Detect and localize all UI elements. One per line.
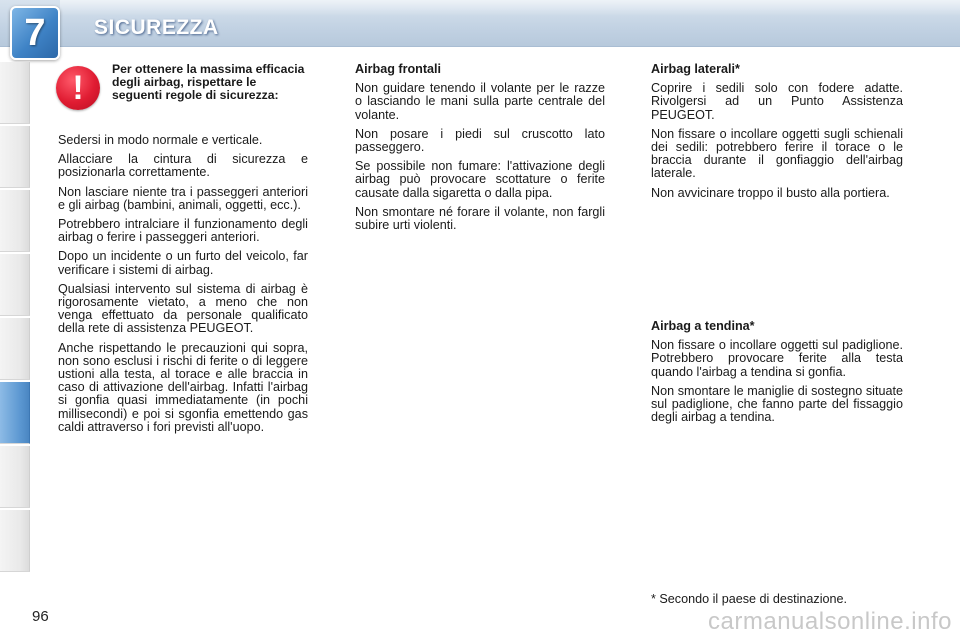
chapter-tab-7-active[interactable] (0, 382, 30, 444)
rule-paragraph: Non smontare le maniglie di sostegno situate sul padiglione, che fanno parte del fissaggio degli airbag a tendina. (651, 383, 903, 425)
rule-paragraph: Potrebbero intralciare il funzionamento degli airbag o ferire i passeggeri anteriori. (58, 217, 308, 245)
warning-heading: Per ottenere la massima efficacia degli airbag, rispettare le seguenti regole di sicurezza: (112, 62, 305, 103)
chapter-tab-8[interactable] (0, 446, 30, 508)
front-airbags-column (355, 63, 605, 238)
exclamation-glyph: ! (72, 69, 84, 107)
footnote: * Secondo il paese di destinazione. (651, 592, 848, 606)
rule-paragraph: Non lasciare niente tra i passeggeri anteriori e gli airbag (bambini, animali, oggetti, ecc.). (58, 184, 308, 212)
rule-paragraph: Non guidare tenendo il volante per le razze o lasciando le mani sulla parte centrale del volante. (355, 81, 605, 122)
chapter-tab-2[interactable] (0, 126, 30, 188)
safety-rules-column (58, 134, 308, 440)
chapter-tab-1[interactable] (0, 62, 30, 124)
rule-paragraph: Non smontare né forare il volante, non fargli subire urti violenti. (355, 204, 605, 233)
section-heading-front-airbags: Airbag frontali (355, 62, 442, 76)
rule-paragraph: Sedersi in modo normale e verticale. (58, 133, 263, 147)
chapter-tab-3[interactable] (0, 190, 30, 252)
chapter-tab-5[interactable] (0, 318, 30, 380)
rule-paragraph: Non avvicinare troppo il busto alla portiera. (651, 185, 890, 200)
chapter-tabs (0, 62, 32, 574)
rule-paragraph: Anche rispettando le precauzioni qui sopra, non sono esclusi i rischi di ferite o di leggere ustioni alla testa, al torace e alle braccia in caso di attivazione dell'airbag. Infatti l'airbag si gonfia quasi immediatamente (in pochi millisecondi) e poi si sgonfia emettendo gas caldi attraverso i fori previsti all'uopo. (58, 340, 308, 434)
page-title: SICUREZZA (94, 16, 219, 39)
curtain-airbags-column (651, 320, 903, 430)
page-number: 96 (32, 608, 49, 625)
rule-paragraph: Coprire i sedili solo con fodere adatte. Rivolgersi ad un Punto Assistenza PEUGEOT. (651, 81, 903, 122)
chapter-tab-9[interactable] (0, 510, 30, 572)
section-heading-curtain-airbags: Airbag a tendina* (651, 319, 755, 333)
rule-paragraph: Non posare i piedi sul cruscotto lato passeggero. (355, 126, 605, 155)
watermark: carmanualsonline.info (708, 608, 952, 635)
chapter-tab-4[interactable] (0, 254, 30, 316)
exclamation-icon (56, 66, 100, 110)
rule-paragraph: Non fissare o incollare oggetti sugli schienali dei sedili: potrebbero ferire il torace o le braccia durante il gonfiaggio dell'airbag laterale. (651, 126, 903, 181)
rule-paragraph: Se possibile non fumare: l'attivazione degli airbag può provocare scottature o ferite causate dalla sigaretta o dalla pipa. (355, 159, 605, 200)
rule-paragraph: Qualsiasi intervento sul sistema di airbag è rigorosamente vietato, a meno che non venga effettuato da personale qualificato della rete di assistenza PEUGEOT. (58, 281, 308, 336)
chapter-badge (10, 6, 60, 60)
rule-paragraph: Non fissare o incollare oggetti sul padiglione. Potrebbero provocare ferite alla testa quando l'airbag a tendina si gonfia. (651, 338, 903, 379)
section-heading-side-airbags: Airbag laterali* (651, 62, 740, 76)
chapter-number: 7 (24, 12, 46, 54)
rule-paragraph: Dopo un incidente o un furto del veicolo, far verificare i sistemi di airbag. (58, 249, 308, 277)
rule-paragraph: Allacciare la cintura di sicurezza e posizionarla correttamente. (58, 152, 308, 180)
side-airbags-column (651, 63, 903, 206)
